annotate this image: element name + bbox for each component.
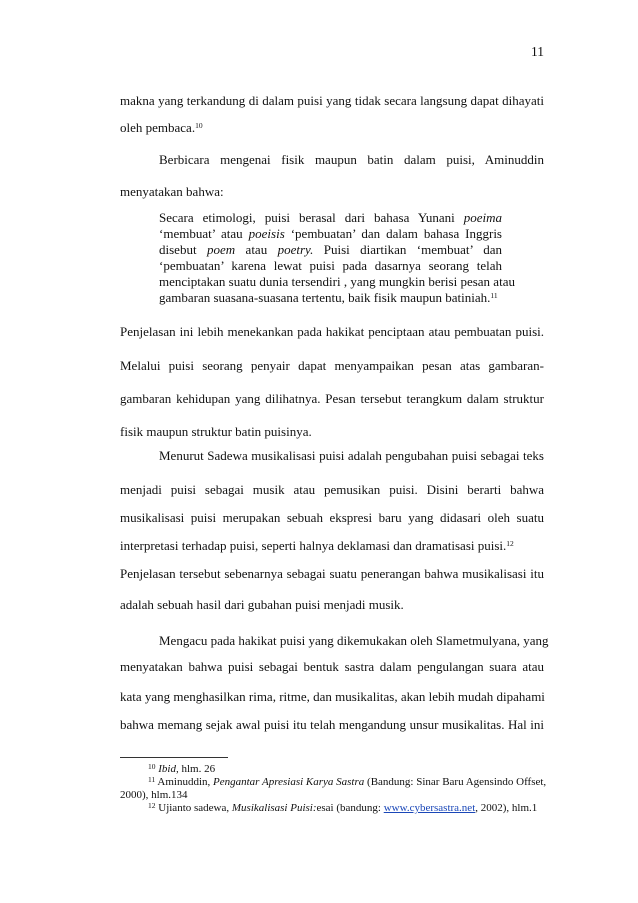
body-line: fisik maupun struktur batin puisinya. (120, 424, 312, 439)
body-line: Penjelasan ini lebih menekankan pada hakikat penciptaan atau pembuatan puisi. (120, 324, 544, 339)
quote-line: menciptakan suatu dunia tersendiri , yang mungkin berisi pesan atau (159, 274, 515, 289)
body-line: menjadi puisi sebagai musik atau pemusikan puisi. Disini berarti bahwa (120, 482, 544, 497)
body-text: interpretasi terhadap puisi, seperti halnya deklamasi dan dramatisasi puisi. (120, 538, 507, 553)
body-line (120, 538, 544, 554)
quote-line: ‘pembuatan’ karena lewat puisi pada dasarnya seorang telah (159, 258, 502, 273)
footnote-italic: Ibid, (158, 763, 179, 775)
body-line: adalah sebuah hasil dari gubahan puisi menjadi musik. (120, 597, 404, 612)
body-text: oleh pembaca. (120, 120, 196, 135)
footnote-text: (Bandung: Sinar Baru Agensindo Offset, (367, 776, 547, 788)
footnote-italic: Pengantar Apresiasi Karya Sastra (213, 776, 365, 788)
quote-text: atau (245, 242, 268, 257)
quote-text: ‘pembuatan’ dan dalam bahasa Inggris (290, 226, 502, 241)
footnote-text: hlm. 26 (181, 763, 216, 775)
body-line: makna yang terkandung di dalam puisi yang tidak secara langsung dapat dihayati (120, 93, 544, 108)
footnote-italic: Musikalisasi Puisi: (231, 802, 317, 814)
body-line: Penjelasan tersebut sebenarnya sebagai suatu penerangan bahwa musikalisasi itu (120, 566, 544, 581)
quote-line (159, 290, 502, 306)
body-line: menyatakan bahwa: (120, 184, 224, 199)
footnote-number: 10 (148, 762, 156, 771)
footnote-11-cont: 2000), hlm.134 (120, 789, 188, 801)
quote-text: Secara etimologi, puisi berasal dari bahasa Yunani (159, 210, 455, 225)
footnote-12 (148, 801, 537, 815)
footnote-ref: 11 (490, 291, 498, 300)
quote-text: Puisi diartikan ‘membuat’ dan (323, 242, 503, 257)
quote-line (159, 242, 502, 258)
body-line: Berbicara mengenai fisik maupun batin dalam puisi, Aminuddin (159, 152, 544, 167)
body-line: Menurut Sadewa musikalisasi puisi adalah pengubahan puisi sebagai teks (159, 448, 544, 463)
body-line: Melalui puisi seorang penyair dapat menyampaikan pesan atas gambaran- (120, 358, 544, 373)
footnote-separator (120, 757, 228, 758)
quote-italic: poeisis (248, 226, 285, 241)
quote-text: gambaran suasana-suasana tertentu, baik fisik maupun batiniah. (159, 290, 491, 305)
quote-italic: poem (206, 242, 236, 257)
footnote-text: esai (bandung: (316, 802, 381, 814)
quote-italic: poeima (463, 210, 502, 225)
footnote-ref: 12 (506, 539, 514, 548)
body-line: musikalisasi puisi merupakan sebuah ekspresi baru yang didasari oleh suatu (120, 510, 544, 525)
quote-line (159, 210, 502, 226)
footnote-number: 12 (148, 801, 156, 810)
body-line: bahwa memang sejak awal puisi itu telah mengandung unsur musikalitas. Hal ini (120, 717, 544, 732)
footnote-number: 11 (148, 775, 156, 784)
quote-text: ‘membuat’ atau (159, 226, 243, 241)
body-line: gambaran kehidupan yang dilihatnya. Pesan tersebut terangkum dalam struktur (120, 391, 544, 406)
footnote-11 (148, 775, 546, 789)
quote-line (159, 226, 502, 242)
body-line: menyatakan bahwa puisi sebagai bentuk sastra dalam pengulangan suara atau (120, 659, 544, 674)
body-line: kata yang menghasilkan rima, ritme, dan musikalitas, akan lebih mudah dipahami (120, 689, 545, 704)
footnote-text: Aminuddin, (157, 776, 211, 788)
footnote-10 (148, 762, 215, 776)
quote-text: disebut (159, 242, 197, 257)
cybersastra-link[interactable]: www.cybersastra.net (383, 802, 476, 814)
footnote-text: , 2002), hlm.1 (475, 802, 538, 814)
page-number: 11 (531, 44, 544, 59)
body-line (120, 120, 544, 136)
quote-italic: poetry. (277, 242, 314, 257)
footnote-text: Ujianto sadewa, (158, 802, 230, 814)
body-line: Mengacu pada hakikat puisi yang dikemukakan oleh Slametmulyana, yang (159, 633, 549, 648)
footnote-ref: 10 (195, 121, 203, 130)
